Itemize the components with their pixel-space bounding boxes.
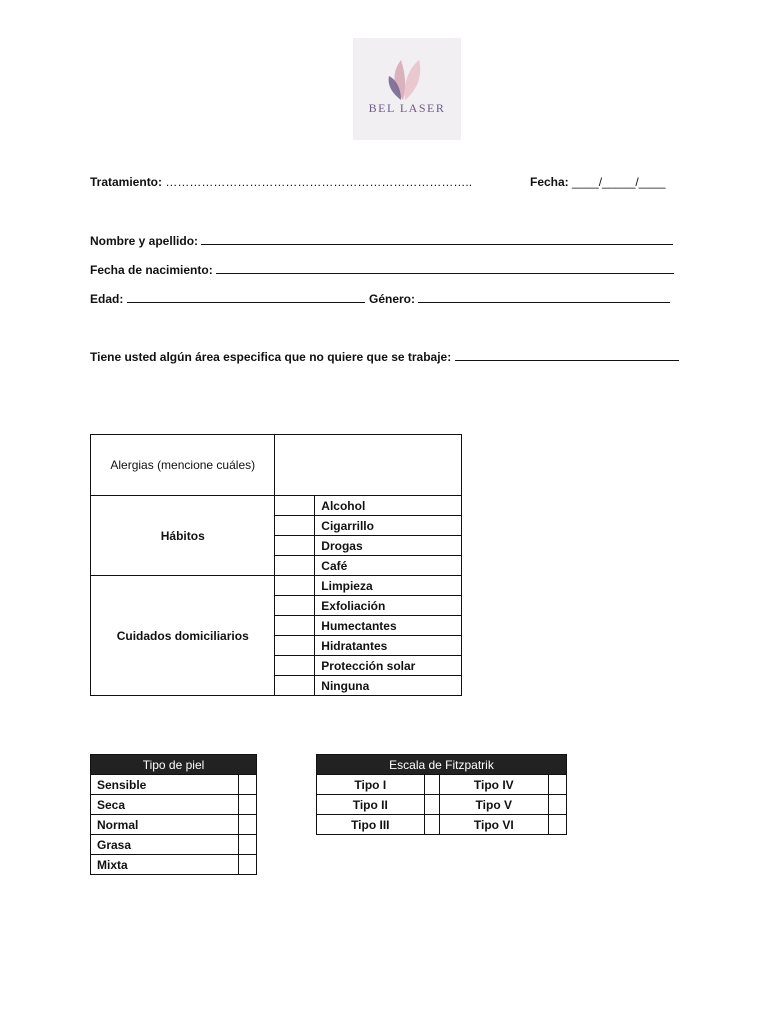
skin-type-option: Sensible bbox=[91, 775, 239, 795]
history-table bbox=[90, 434, 462, 696]
habits-label: Hábitos bbox=[91, 496, 275, 576]
name-field[interactable] bbox=[90, 233, 673, 248]
skin-type-checkbox[interactable] bbox=[239, 815, 257, 835]
birthdate-line[interactable] bbox=[216, 262, 674, 274]
home-care-checkbox[interactable] bbox=[275, 676, 315, 696]
area-field[interactable] bbox=[90, 349, 679, 364]
skin-type-checkbox[interactable] bbox=[239, 855, 257, 875]
habit-checkbox[interactable] bbox=[275, 556, 315, 576]
treatment-field[interactable] bbox=[90, 175, 472, 189]
home-care-checkbox[interactable] bbox=[275, 596, 315, 616]
age-line[interactable] bbox=[127, 291, 365, 303]
date-blanks: ____/_____/____ bbox=[572, 175, 666, 189]
gender-field[interactable] bbox=[369, 291, 670, 306]
fitzpatrick-option: Tipo V bbox=[439, 795, 549, 815]
birthdate-label: Fecha de nacimiento: bbox=[90, 263, 213, 277]
home-care-option: Limpieza bbox=[315, 576, 462, 596]
skin-type-title: Tipo de piel bbox=[91, 755, 257, 775]
age-field[interactable] bbox=[90, 291, 365, 306]
skin-type-option: Seca bbox=[91, 795, 239, 815]
home-care-option: Hidratantes bbox=[315, 636, 462, 656]
allergies-input[interactable] bbox=[275, 435, 462, 496]
logo-text: BEL LASER bbox=[368, 101, 446, 115]
butterfly-icon bbox=[353, 38, 461, 108]
fitzpatrick-checkbox[interactable] bbox=[549, 795, 567, 815]
habit-checkbox[interactable] bbox=[275, 496, 315, 516]
name-line[interactable] bbox=[201, 233, 673, 245]
area-label: Tiene usted algún área especifica que no quiere que se trabaje: bbox=[90, 350, 452, 364]
skin-type-checkbox[interactable] bbox=[239, 795, 257, 815]
fitzpatrick-option: Tipo III bbox=[317, 815, 425, 835]
fitzpatrick-option: Tipo I bbox=[317, 775, 425, 795]
home-care-checkbox[interactable] bbox=[275, 616, 315, 636]
habit-option: Café bbox=[315, 556, 462, 576]
fitzpatrick-option: Tipo IV bbox=[439, 775, 549, 795]
name-label: Nombre y apellido: bbox=[90, 234, 199, 248]
age-label: Edad: bbox=[90, 292, 124, 306]
birthdate-field[interactable] bbox=[90, 262, 674, 277]
brand-logo bbox=[353, 38, 461, 140]
habit-option: Cigarrillo bbox=[315, 516, 462, 536]
fitzpatrick-checkbox[interactable] bbox=[549, 815, 567, 835]
home-care-option: Humectantes bbox=[315, 616, 462, 636]
treatment-label: Tratamiento: bbox=[90, 175, 163, 189]
home-care-option: Exfoliación bbox=[315, 596, 462, 616]
date-label: Fecha: bbox=[530, 175, 569, 189]
gender-line[interactable] bbox=[418, 291, 670, 303]
skin-type-checkbox[interactable] bbox=[239, 775, 257, 795]
skin-type-option: Mixta bbox=[91, 855, 239, 875]
allergies-label: Alergias (mencione cuáles) bbox=[91, 435, 275, 496]
home-care-option: Protección solar bbox=[315, 656, 462, 676]
gender-label: Género: bbox=[369, 292, 416, 306]
skin-type-option: Normal bbox=[91, 815, 239, 835]
area-line[interactable] bbox=[455, 349, 679, 361]
fitzpatrick-checkbox[interactable] bbox=[549, 775, 567, 795]
date-field[interactable] bbox=[530, 175, 665, 189]
skin-type-checkbox[interactable] bbox=[239, 835, 257, 855]
fitzpatrick-checkbox[interactable] bbox=[424, 775, 439, 795]
habit-option: Drogas bbox=[315, 536, 462, 556]
home-care-checkbox[interactable] bbox=[275, 636, 315, 656]
fitzpatrick-table bbox=[316, 754, 567, 835]
home-care-checkbox[interactable] bbox=[275, 576, 315, 596]
fitzpatrick-option: Tipo II bbox=[317, 795, 425, 815]
fitzpatrick-title: Escala de Fitzpatrik bbox=[317, 755, 567, 775]
fitzpatrick-checkbox[interactable] bbox=[424, 815, 439, 835]
treatment-dots: ………………………………………………………………….. bbox=[165, 175, 473, 189]
fitzpatrick-checkbox[interactable] bbox=[424, 795, 439, 815]
fitzpatrick-option: Tipo VI bbox=[439, 815, 549, 835]
skin-type-table bbox=[90, 754, 257, 875]
home-care-option: Ninguna bbox=[315, 676, 462, 696]
habit-checkbox[interactable] bbox=[275, 536, 315, 556]
home-care-checkbox[interactable] bbox=[275, 656, 315, 676]
home-care-label: Cuidados domiciliarios bbox=[91, 576, 275, 696]
habit-checkbox[interactable] bbox=[275, 516, 315, 536]
habit-option: Alcohol bbox=[315, 496, 462, 516]
skin-type-option: Grasa bbox=[91, 835, 239, 855]
